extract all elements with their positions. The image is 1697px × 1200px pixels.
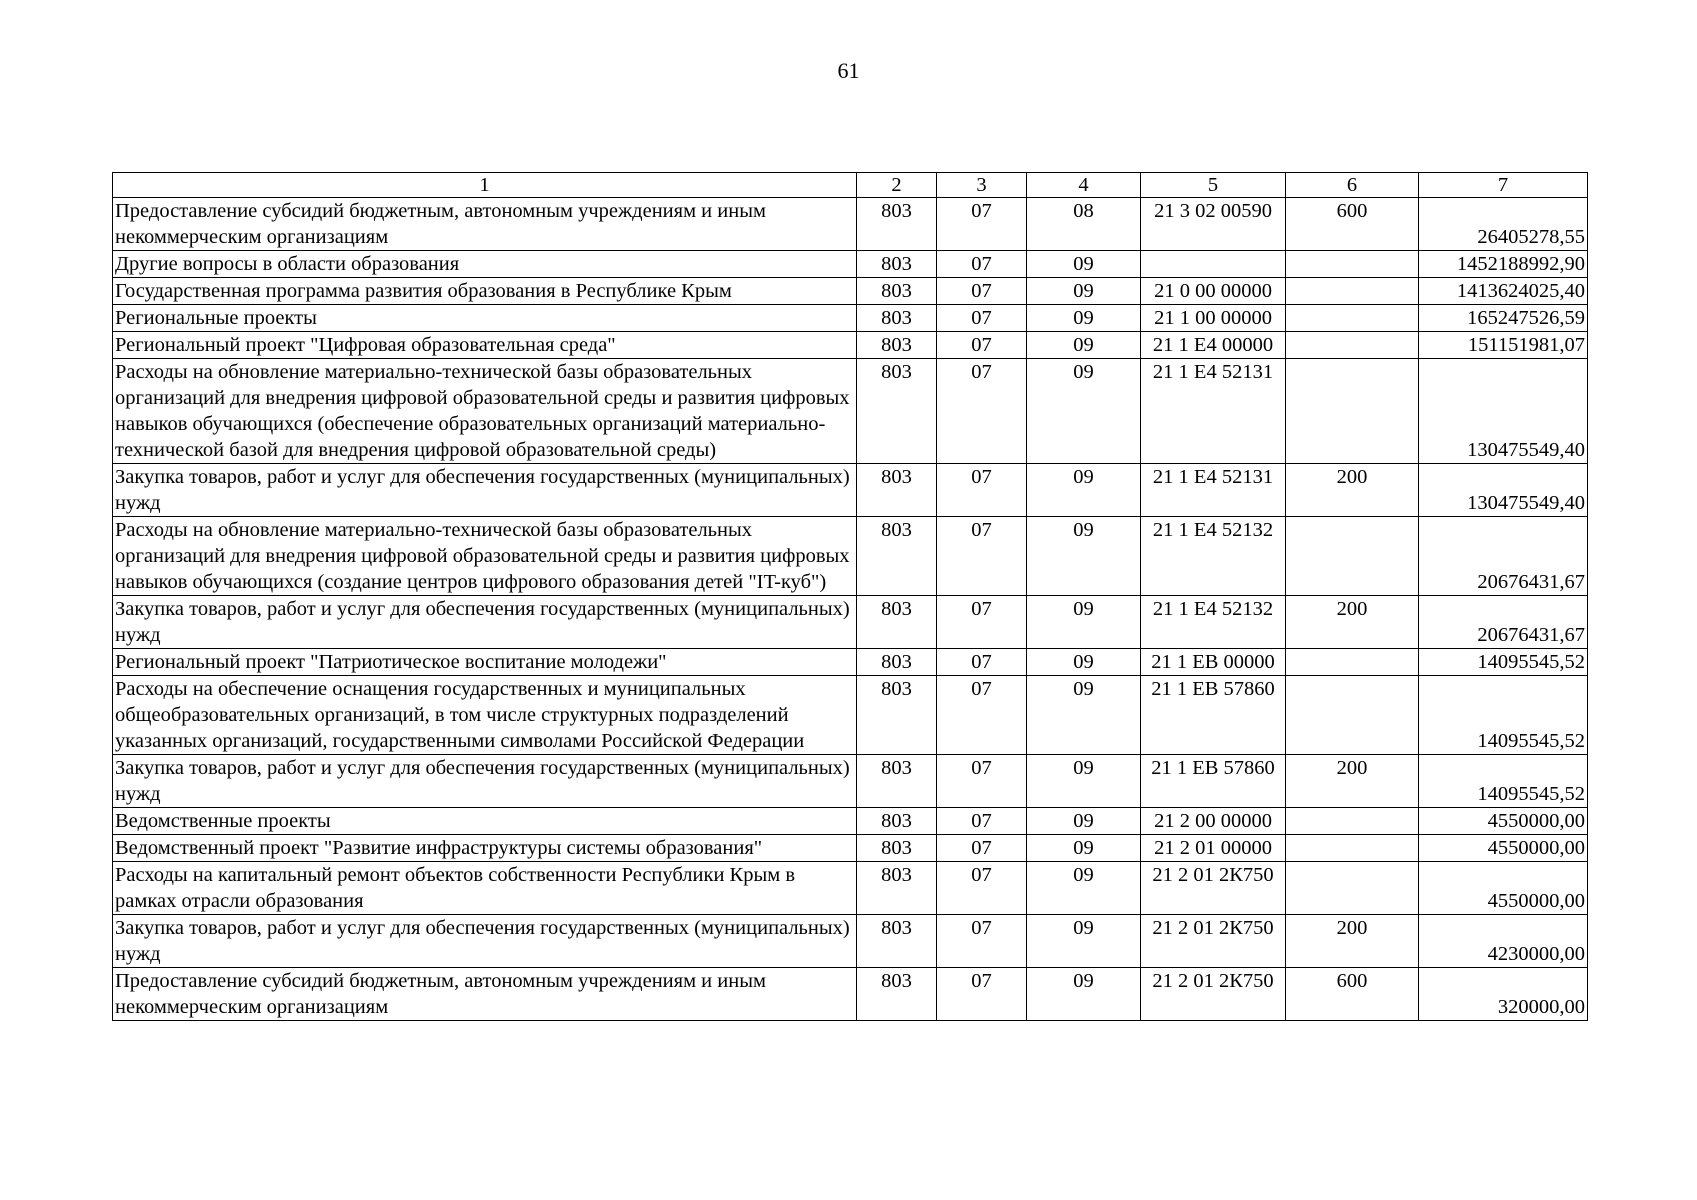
table-row [113, 305, 1588, 332]
row-subsection-cell: 09 [1027, 915, 1141, 968]
row-section-cell: 07 [937, 968, 1027, 1021]
header-cell-4: 4 [1027, 173, 1141, 198]
table-row [113, 808, 1588, 835]
row-grbs-cell: 803 [857, 676, 937, 755]
row-grbs-cell: 803 [857, 359, 937, 464]
row-subsection-cell: 09 [1027, 359, 1141, 464]
row-expense-type-cell [1286, 332, 1419, 359]
row-section-cell: 07 [937, 676, 1027, 755]
row-target-article-cell: 21 2 01 2К750 [1141, 862, 1286, 915]
table-row [113, 649, 1588, 676]
header-cell-2: 2 [857, 173, 937, 198]
table-row [113, 332, 1588, 359]
row-target-article-cell: 21 2 01 00000 [1141, 835, 1286, 862]
row-section-cell: 07 [937, 278, 1027, 305]
row-expense-type-cell [1286, 278, 1419, 305]
row-section-cell: 07 [937, 305, 1027, 332]
row-section-cell: 07 [937, 517, 1027, 596]
row-grbs-cell: 803 [857, 596, 937, 649]
row-target-article-cell: 21 1 00 00000 [1141, 305, 1286, 332]
row-grbs-cell: 803 [857, 835, 937, 862]
row-expense-type-cell [1286, 808, 1419, 835]
row-subsection-cell: 09 [1027, 862, 1141, 915]
row-expense-type-cell: 200 [1286, 464, 1419, 517]
row-name-cell: Государственная программа развития образования в Республике Крым [113, 278, 857, 305]
table-row [113, 676, 1588, 755]
row-name-cell: Предоставление субсидий бюджетным, автономным учреждениям и иным некоммерческим организациям [113, 198, 857, 251]
row-target-article-cell: 21 1 Е4 00000 [1141, 332, 1286, 359]
row-section-cell: 07 [937, 596, 1027, 649]
row-expense-type-cell [1286, 676, 1419, 755]
row-name-cell: Расходы на капитальный ремонт объектов собственности Республики Крым в рамках отрасли образования [113, 862, 857, 915]
row-amount-cell: 20676431,67 [1419, 596, 1588, 649]
row-amount-cell: 1452188992,90 [1419, 251, 1588, 278]
row-name-cell: Ведомственный проект "Развитие инфраструктуры системы образования" [113, 835, 857, 862]
row-section-cell: 07 [937, 198, 1027, 251]
row-amount-cell: 20676431,67 [1419, 517, 1588, 596]
table-row [113, 464, 1588, 517]
row-name-cell: Закупка товаров, работ и услуг для обеспечения государственных (муниципальных) нужд [113, 596, 857, 649]
row-amount-cell: 4550000,00 [1419, 862, 1588, 915]
row-section-cell: 07 [937, 808, 1027, 835]
row-amount-cell: 130475549,40 [1419, 359, 1588, 464]
row-grbs-cell: 803 [857, 649, 937, 676]
row-expense-type-cell: 200 [1286, 915, 1419, 968]
row-amount-cell: 1413624025,40 [1419, 278, 1588, 305]
row-section-cell: 07 [937, 835, 1027, 862]
row-expense-type-cell [1286, 251, 1419, 278]
row-expense-type-cell [1286, 305, 1419, 332]
row-name-cell: Региональные проекты [113, 305, 857, 332]
row-expense-type-cell [1286, 517, 1419, 596]
row-subsection-cell: 09 [1027, 464, 1141, 517]
row-subsection-cell: 09 [1027, 517, 1141, 596]
row-section-cell: 07 [937, 332, 1027, 359]
table-row [113, 517, 1588, 596]
row-target-article-cell: 21 2 00 00000 [1141, 808, 1286, 835]
row-amount-cell: 165247526,59 [1419, 305, 1588, 332]
row-subsection-cell: 09 [1027, 808, 1141, 835]
row-name-cell: Закупка товаров, работ и услуг для обеспечения государственных (муниципальных) нужд [113, 755, 857, 808]
row-target-article-cell: 21 3 02 00590 [1141, 198, 1286, 251]
row-subsection-cell: 09 [1027, 251, 1141, 278]
row-subsection-cell: 09 [1027, 676, 1141, 755]
row-target-article-cell: 21 0 00 00000 [1141, 278, 1286, 305]
row-grbs-cell: 803 [857, 968, 937, 1021]
row-expense-type-cell: 600 [1286, 198, 1419, 251]
header-cell-6: 6 [1286, 173, 1419, 198]
row-amount-cell: 4550000,00 [1419, 835, 1588, 862]
table-header-row [113, 173, 1588, 198]
table-row [113, 915, 1588, 968]
row-section-cell: 07 [937, 755, 1027, 808]
row-target-article-cell: 21 2 01 2К750 [1141, 915, 1286, 968]
row-name-cell: Региональный проект "Патриотическое воспитание молодежи" [113, 649, 857, 676]
header-cell-1: 1 [113, 173, 857, 198]
table-row [113, 251, 1588, 278]
row-name-cell: Закупка товаров, работ и услуг для обеспечения государственных (муниципальных) нужд [113, 464, 857, 517]
row-target-article-cell: 21 1 ЕВ 57860 [1141, 755, 1286, 808]
row-section-cell: 07 [937, 464, 1027, 517]
table-row [113, 198, 1588, 251]
row-section-cell: 07 [937, 862, 1027, 915]
row-name-cell: Региональный проект "Цифровая образовательная среда" [113, 332, 857, 359]
row-target-article-cell: 21 1 ЕВ 00000 [1141, 649, 1286, 676]
row-expense-type-cell [1286, 835, 1419, 862]
row-subsection-cell: 09 [1027, 755, 1141, 808]
row-amount-cell: 26405278,55 [1419, 198, 1588, 251]
row-grbs-cell: 803 [857, 808, 937, 835]
row-expense-type-cell [1286, 862, 1419, 915]
row-amount-cell: 320000,00 [1419, 968, 1588, 1021]
row-subsection-cell: 09 [1027, 278, 1141, 305]
row-subsection-cell: 09 [1027, 596, 1141, 649]
row-grbs-cell: 803 [857, 305, 937, 332]
row-grbs-cell: 803 [857, 755, 937, 808]
table-row [113, 755, 1588, 808]
row-section-cell: 07 [937, 915, 1027, 968]
row-grbs-cell: 803 [857, 251, 937, 278]
row-name-cell: Другие вопросы в области образования [113, 251, 857, 278]
row-target-article-cell: 21 1 Е4 52131 [1141, 359, 1286, 464]
row-name-cell: Предоставление субсидий бюджетным, автономным учреждениям и иным некоммерческим организациям [113, 968, 857, 1021]
row-name-cell: Расходы на обновление материально-технической базы образовательных организаций для внедрения цифровой образовательной среды и развития цифровых навыков обучающихся (создание центров цифрового образования детей "IT-куб") [113, 517, 857, 596]
row-section-cell: 07 [937, 359, 1027, 464]
row-grbs-cell: 803 [857, 332, 937, 359]
row-expense-type-cell: 600 [1286, 968, 1419, 1021]
row-expense-type-cell [1286, 649, 1419, 676]
row-subsection-cell: 08 [1027, 198, 1141, 251]
table-row [113, 862, 1588, 915]
table-row [113, 968, 1588, 1021]
row-grbs-cell: 803 [857, 517, 937, 596]
row-name-cell: Расходы на обеспечение оснащения государственных и муниципальных общеобразовательных организаций, в том числе структурных подразделений указанных организаций, государственными символами Российской Федерации [113, 676, 857, 755]
row-section-cell: 07 [937, 251, 1027, 278]
row-amount-cell: 4550000,00 [1419, 808, 1588, 835]
row-amount-cell: 130475549,40 [1419, 464, 1588, 517]
row-grbs-cell: 803 [857, 464, 937, 517]
header-cell-7: 7 [1419, 173, 1588, 198]
table-row [113, 278, 1588, 305]
row-target-article-cell: 21 1 Е4 52132 [1141, 517, 1286, 596]
page-number: 61 [837, 58, 860, 83]
row-amount-cell: 14095545,52 [1419, 676, 1588, 755]
table-row [113, 835, 1588, 862]
row-amount-cell: 151151981,07 [1419, 332, 1588, 359]
row-subsection-cell: 09 [1027, 305, 1141, 332]
row-amount-cell: 14095545,52 [1419, 755, 1588, 808]
row-target-article-cell [1141, 251, 1286, 278]
row-target-article-cell: 21 1 ЕВ 57860 [1141, 676, 1286, 755]
row-expense-type-cell: 200 [1286, 755, 1419, 808]
row-amount-cell: 4230000,00 [1419, 915, 1588, 968]
row-section-cell: 07 [937, 649, 1027, 676]
header-cell-3: 3 [937, 173, 1027, 198]
row-expense-type-cell [1286, 359, 1419, 464]
row-subsection-cell: 09 [1027, 332, 1141, 359]
row-grbs-cell: 803 [857, 862, 937, 915]
row-amount-cell: 14095545,52 [1419, 649, 1588, 676]
row-target-article-cell: 21 2 01 2К750 [1141, 968, 1286, 1021]
row-grbs-cell: 803 [857, 278, 937, 305]
row-subsection-cell: 09 [1027, 649, 1141, 676]
row-subsection-cell: 09 [1027, 968, 1141, 1021]
row-target-article-cell: 21 1 Е4 52131 [1141, 464, 1286, 517]
table-row [113, 596, 1588, 649]
row-name-cell: Ведомственные проекты [113, 808, 857, 835]
table-row [113, 359, 1588, 464]
row-name-cell: Расходы на обновление материально-технической базы образовательных организаций для внедрения цифровой образовательной среды и развития цифровых навыков обучающихся (обеспечение образовательных организаций материально-технической базой для внедрения цифровой образовательной среды) [113, 359, 857, 464]
budget-table [112, 172, 1588, 1021]
row-expense-type-cell: 200 [1286, 596, 1419, 649]
row-grbs-cell: 803 [857, 198, 937, 251]
row-name-cell: Закупка товаров, работ и услуг для обеспечения государственных (муниципальных) нужд [113, 915, 857, 968]
row-grbs-cell: 803 [857, 915, 937, 968]
row-target-article-cell: 21 1 Е4 52132 [1141, 596, 1286, 649]
row-subsection-cell: 09 [1027, 835, 1141, 862]
header-cell-5: 5 [1141, 173, 1286, 198]
